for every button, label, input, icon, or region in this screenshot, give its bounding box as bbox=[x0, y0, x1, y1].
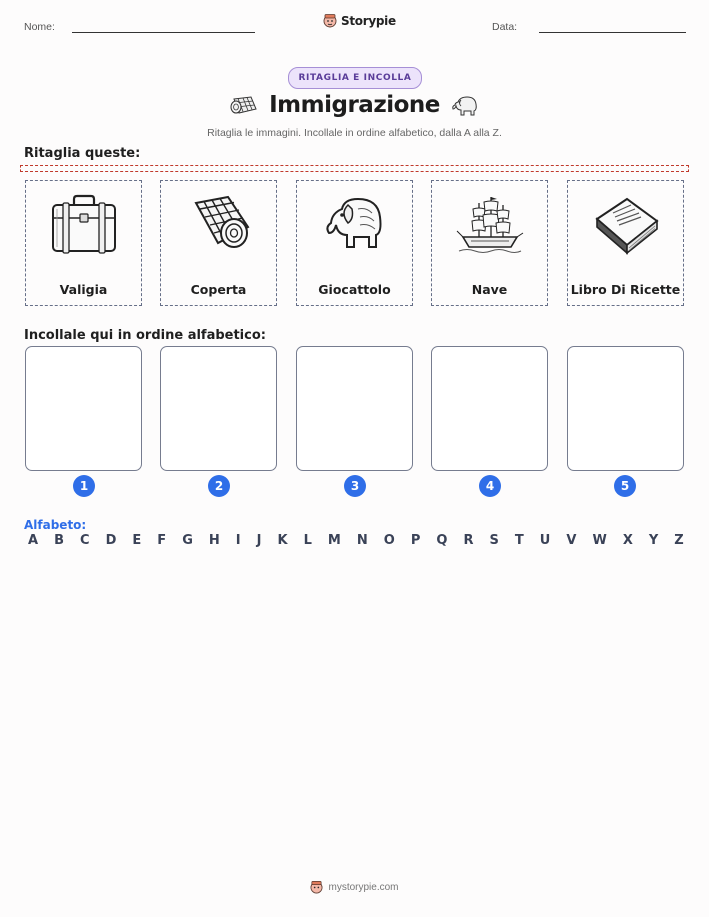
ship-icon bbox=[455, 193, 525, 255]
number-badge-3: 3 bbox=[344, 475, 366, 497]
alphabet-letter: L bbox=[303, 533, 312, 548]
alphabet-letter: O bbox=[383, 533, 395, 548]
brand-logo bbox=[323, 13, 396, 28]
cut-line bbox=[20, 165, 689, 172]
paste-box-3[interactable] bbox=[296, 346, 413, 471]
cut-card-label: Valigia bbox=[59, 282, 108, 297]
date-line[interactable] bbox=[539, 32, 686, 33]
footer-site[interactable]: mystorypie.com bbox=[328, 881, 399, 893]
cut-section-heading: Ritaglia queste: bbox=[24, 146, 141, 161]
paste-box-1[interactable] bbox=[25, 346, 142, 471]
page-title: Immigrazione bbox=[269, 92, 440, 118]
date-label: Data: bbox=[492, 21, 518, 33]
blanket-icon bbox=[184, 193, 254, 255]
alphabet-letter: A bbox=[28, 533, 39, 548]
instructions: Ritaglia le immagini. Incollale in ordine alfabetico, dalla A alla Z. bbox=[207, 127, 502, 139]
elephant-toy-icon bbox=[320, 193, 390, 255]
alphabet-letter: U bbox=[539, 533, 551, 548]
alphabet-row bbox=[28, 533, 684, 548]
elephant-icon bbox=[450, 94, 480, 118]
alphabet-letter: X bbox=[622, 533, 633, 548]
alphabet-label: Alfabeto: bbox=[24, 518, 87, 532]
alphabet-letter: I bbox=[235, 533, 241, 548]
alphabet-letter: H bbox=[208, 533, 220, 548]
storypie-mascot-icon bbox=[310, 880, 323, 894]
alphabet-letter: T bbox=[514, 533, 524, 548]
paste-box-2[interactable] bbox=[160, 346, 277, 471]
number-badge-1: 1 bbox=[73, 475, 95, 497]
alphabet-letter: P bbox=[410, 533, 421, 548]
cut-card-label: Libro Di Ricette bbox=[570, 282, 681, 297]
suitcase-icon bbox=[49, 193, 119, 255]
alphabet-letter: B bbox=[54, 533, 64, 548]
cut-card-coperta[interactable] bbox=[160, 180, 277, 306]
cut-card-valigia[interactable] bbox=[25, 180, 142, 306]
storypie-mascot-icon bbox=[323, 13, 337, 28]
number-badge-5: 5 bbox=[614, 475, 636, 497]
alphabet-letter: D bbox=[105, 533, 117, 548]
paste-box-4[interactable] bbox=[431, 346, 548, 471]
cut-card-libro-di-ricette[interactable] bbox=[567, 180, 684, 306]
alphabet-letter: F bbox=[157, 533, 167, 548]
paste-box-5[interactable] bbox=[567, 346, 684, 471]
alphabet-letter: C bbox=[80, 533, 90, 548]
name-line[interactable] bbox=[72, 32, 255, 33]
alphabet-letter: G bbox=[182, 533, 193, 548]
alphabet-letter: Z bbox=[674, 533, 684, 548]
cut-card-label: Nave bbox=[471, 282, 508, 297]
number-badge-4: 4 bbox=[479, 475, 501, 497]
alphabet-letter: V bbox=[566, 533, 577, 548]
alphabet-letter: Y bbox=[648, 533, 659, 548]
cut-card-label: Giocattolo bbox=[318, 282, 391, 297]
paste-section-heading: Incollale qui in ordine alfabetico: bbox=[24, 328, 266, 343]
name-label: Nome: bbox=[24, 21, 55, 33]
cut-card-giocattolo[interactable] bbox=[296, 180, 413, 306]
alphabet-letter: E bbox=[132, 533, 142, 548]
alphabet-letter: Q bbox=[436, 533, 448, 548]
cut-card-nave[interactable] bbox=[431, 180, 548, 306]
brand-name: Storypie bbox=[341, 13, 396, 28]
alphabet-letter: R bbox=[463, 533, 474, 548]
alphabet-letter: M bbox=[327, 533, 341, 548]
alphabet-letter: S bbox=[489, 533, 499, 548]
number-badge-2: 2 bbox=[208, 475, 230, 497]
footer bbox=[0, 880, 709, 894]
cut-card-label: Coperta bbox=[190, 282, 247, 297]
alphabet-letter: N bbox=[356, 533, 368, 548]
alphabet-letter: J bbox=[256, 533, 262, 548]
alphabet-letter: W bbox=[592, 533, 607, 548]
alphabet-letter: K bbox=[277, 533, 288, 548]
activity-badge: RITAGLIA E INCOLLA bbox=[288, 67, 422, 89]
book-icon bbox=[591, 193, 661, 255]
